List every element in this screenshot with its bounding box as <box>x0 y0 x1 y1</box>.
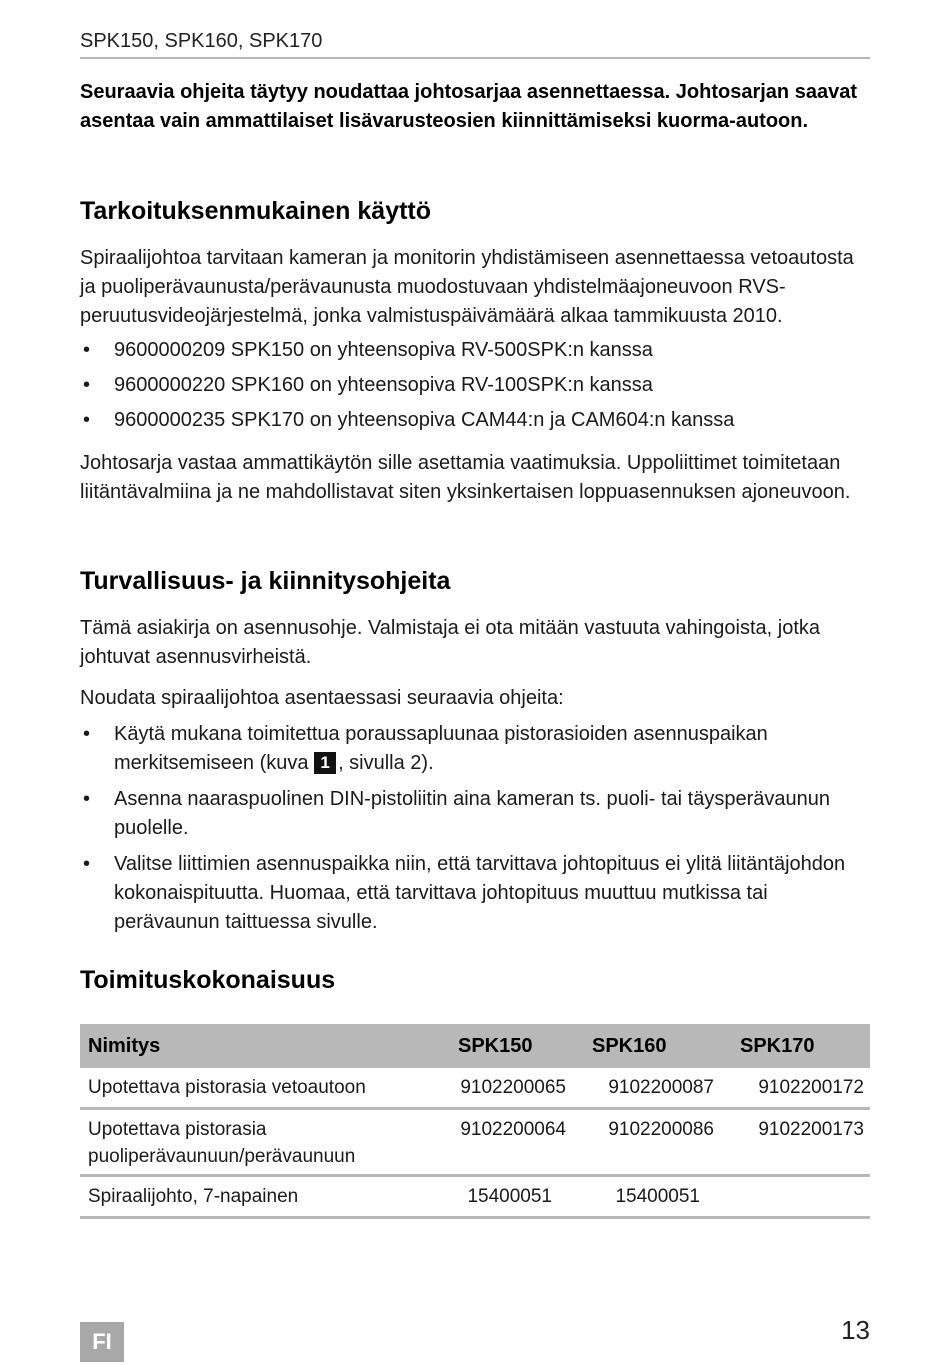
table-cell: Upotettava pistorasia puoliperävaunuun/perävaunuun <box>80 1109 438 1176</box>
section-title-delivery-scope: Toimituskokonaisuus <box>80 966 336 994</box>
column-header: SPK170 <box>720 1024 870 1068</box>
list-item: • 9600000220 SPK160 on yhteensopiva RV-100SPK:n kanssa <box>80 371 870 400</box>
table-cell: Upotettava pistorasia vetoautoon <box>80 1068 438 1109</box>
section-title-intended-use: Tarkoituksenmukainen käyttö <box>80 197 432 225</box>
table-row <box>80 1176 870 1218</box>
column-header: SPK150 <box>438 1024 572 1068</box>
column-header: SPK160 <box>572 1024 720 1068</box>
instructions-intro: Noudata spiraalijohtoa asentaessasi seuraavia ohjeita: <box>80 687 564 709</box>
safety-instructions-list <box>80 720 870 937</box>
table-cell: 9102200086 <box>572 1109 720 1176</box>
disclaimer-paragraph: Tämä asiakirja on asennusohje. Valmistaja ei ota mitään vastuuta vahingoista, jotka johtuvat asennusvirheistä. <box>80 617 821 668</box>
list-item: • 9600000235 SPK170 on yhteensopiva CAM44:n ja CAM604:n kanssa <box>80 406 870 435</box>
table-cell: 9102200087 <box>572 1068 720 1109</box>
intended-use-paragraph: Spiraalijohtoa tarvitaan kameran ja monitorin yhdistämiseen asennettaessa vetoautosta ja puoliperävaunusta/perävaunusta muodostuvaan yhdistelmäajoneuvoon RVS-peruutusvideojärjestelmä, jonka valmistuspäivämäärä alkaa tammikuusta 2010. <box>80 247 854 327</box>
page-number: 13 <box>841 1315 870 1345</box>
list-item: • Valitse liittimien asennuspaikka niin, että tarvittava johtopituus ei ylitä liitäntäjohdon kokonaispituutta. Huomaa, että tarvittava johtopituus muuttuu mutkissa tai perävaunun taittuessa sivulle. <box>80 850 870 937</box>
section-title-safety: Turvallisuus- ja kiinnitysohjeita <box>80 567 451 595</box>
table-cell: 15400051 <box>438 1176 572 1218</box>
table-cell: 9102200065 <box>438 1068 572 1109</box>
bullet-icon: • <box>83 853 91 875</box>
delivery-scope-table <box>80 1024 870 1219</box>
compatibility-list <box>80 336 870 435</box>
table-cell <box>720 1176 870 1218</box>
intro-text: Seuraavia ohjeita täytyy noudattaa johtosarjaa asennettaessa. Johtosarjan saavat asentaa vain ammattilaiset lisävarusteosien kiinnittämiseksi kuorma-autoon. <box>80 81 857 132</box>
list-item: • Asenna naaraspuolinen DIN-pistoliitin aina kameran ts. puoli- tai täysperävaunun puolelle. <box>80 785 870 843</box>
figure-reference-badge: 1 <box>314 752 336 774</box>
table-cell: 15400051 <box>572 1176 720 1218</box>
table-cell: 9102200172 <box>720 1068 870 1109</box>
bullet-icon: • <box>83 374 91 396</box>
bullet-icon: • <box>83 339 91 361</box>
language-badge: FI <box>80 1322 124 1362</box>
requirements-paragraph: Johtosarja vastaa ammattikäytön sille asettamia vaatimuksia. Uppoliittimet toimitetaan liitäntävalmiina ja ne mahdollistavat siten yksinkertaisen loppuasennuksen ajoneuvoon. <box>80 452 851 503</box>
page-header: SPK150, SPK160, SPK170 <box>80 30 870 59</box>
column-header: Nimitys <box>80 1024 438 1068</box>
table-row <box>80 1109 870 1176</box>
table-row <box>80 1068 870 1109</box>
table-cell: 9102200173 <box>720 1109 870 1176</box>
table-header-row <box>80 1024 870 1068</box>
bullet-icon: • <box>83 409 91 431</box>
table-cell: 9102200064 <box>438 1109 572 1176</box>
bullet-icon: • <box>83 723 91 745</box>
table-cell: Spiraalijohto, 7-napainen <box>80 1176 438 1218</box>
list-item: • 9600000209 SPK150 on yhteensopiva RV-500SPK:n kanssa <box>80 336 870 365</box>
bullet-icon: • <box>83 788 91 810</box>
list-item: • Käytä mukana toimitettua poraussapluunaa pistorasioiden asennuspaikan merkitsemiseen (kuva 1 , sivulla 2). <box>80 720 870 778</box>
